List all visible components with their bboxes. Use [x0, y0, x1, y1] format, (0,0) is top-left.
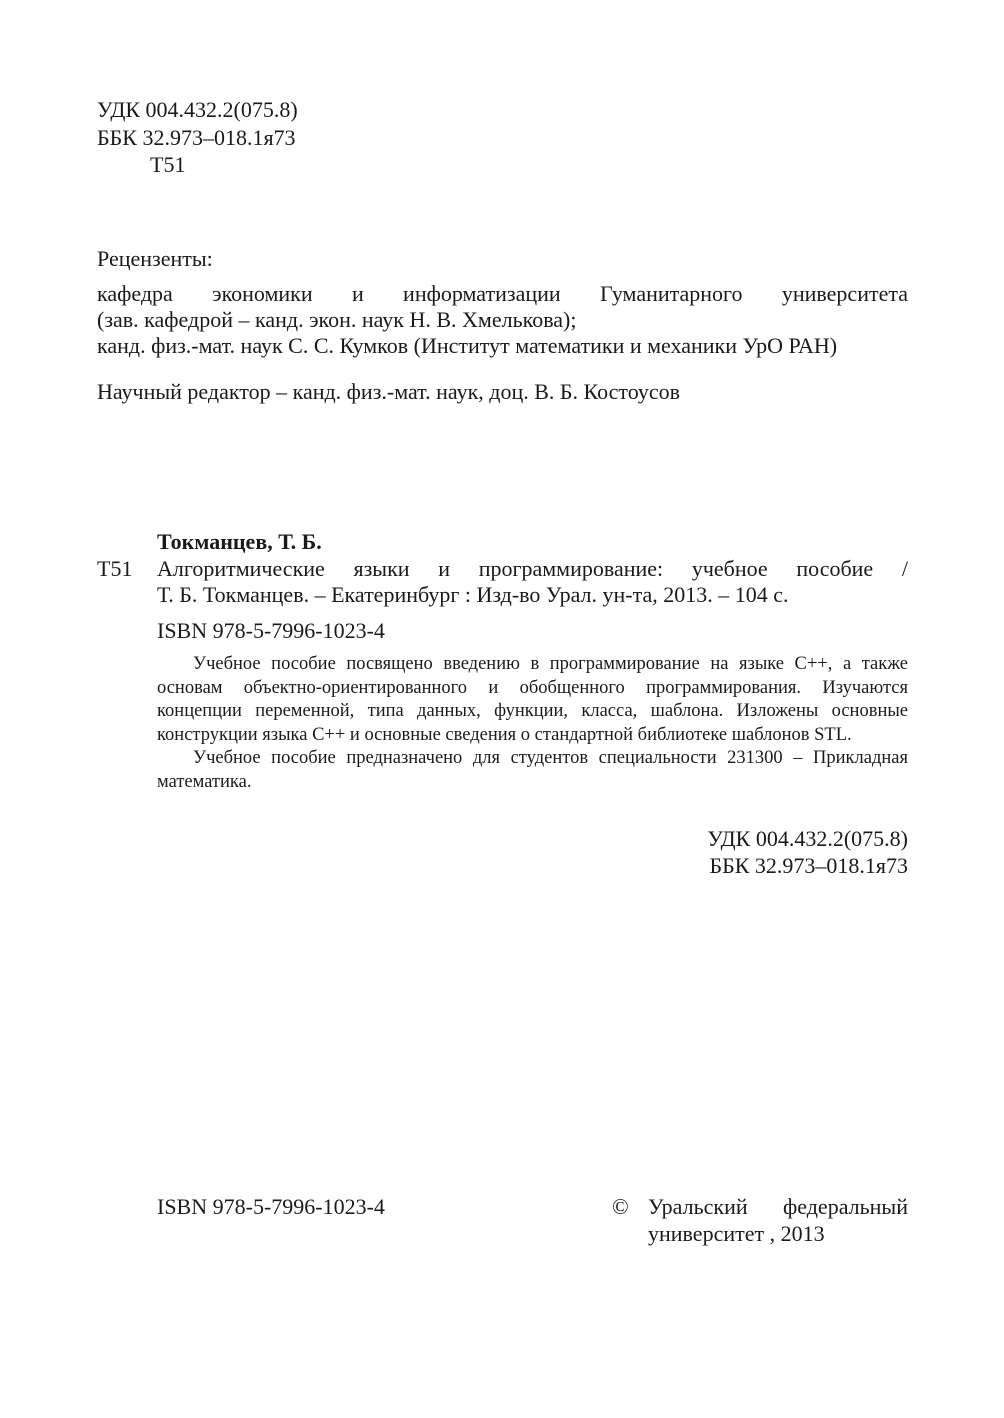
scientific-editor: Научный редактор – канд. физ.-мат. наук, доц. В. Б. Костоусов — [97, 379, 681, 404]
abstract-paragraph-2: Учебное пособие предназначено для студентов специальности 231300 – Прикладная математика. — [157, 748, 908, 792]
catalog-title-line-1: Алгоритмические языки и программирование: учебное пособие / — [157, 556, 908, 581]
reviewers-heading: Рецензенты: — [97, 246, 213, 271]
udk-code: УДК 004.432.2(075.8) — [97, 97, 298, 122]
catalog-author: Токманцев, Т. Б. — [157, 529, 322, 554]
abstract — [157, 653, 908, 794]
copyright-holder-line-1: Уральский федеральный — [648, 1194, 908, 1219]
catalog-title-line-2: Т. Б. Токманцев. – Екатеринбург : Изд-во Урал. ун-та, 2013. – 104 с. — [157, 582, 789, 607]
author-mark: Т51 — [150, 152, 186, 177]
reviewers-line-2: (зав. кафедрой – канд. экон. наук Н. В. Хмелькова); — [97, 307, 577, 332]
udk-code-bottom: УДК 004.432.2(075.8) — [707, 826, 908, 851]
bbk-code-bottom: ББК 32.973–018.1я73 — [709, 853, 908, 878]
copyright-holder-line-2: университет , 2013 — [648, 1221, 825, 1246]
copyright-symbol: © — [612, 1194, 629, 1219]
catalog-isbn: ISBN 978-5-7996-1023-4 — [157, 618, 385, 643]
bbk-code: ББК 32.973–018.1я73 — [97, 125, 296, 150]
reviewers-line-1: кафедра экономики и информатизации Гуманитарного университета — [97, 281, 908, 306]
abstract-paragraph-1: Учебное пособие посвящено введению в программирование на языке C++, а также основам объектно-ориентированного и обобщенного программирования. Изучаются концепции переменной, типа данных, функции, класса, шаблона. Изложены основные конструкции языка C++ и основные сведения о стандартной библиотеке шаблонов STL. — [157, 654, 908, 745]
footer-isbn: ISBN 978-5-7996-1023-4 — [157, 1194, 385, 1219]
reviewers-line-3: канд. физ.-мат. наук С. С. Кумков (Институт математики и механики УрО РАН) — [97, 333, 838, 358]
catalog-author-mark: Т51 — [97, 556, 133, 581]
